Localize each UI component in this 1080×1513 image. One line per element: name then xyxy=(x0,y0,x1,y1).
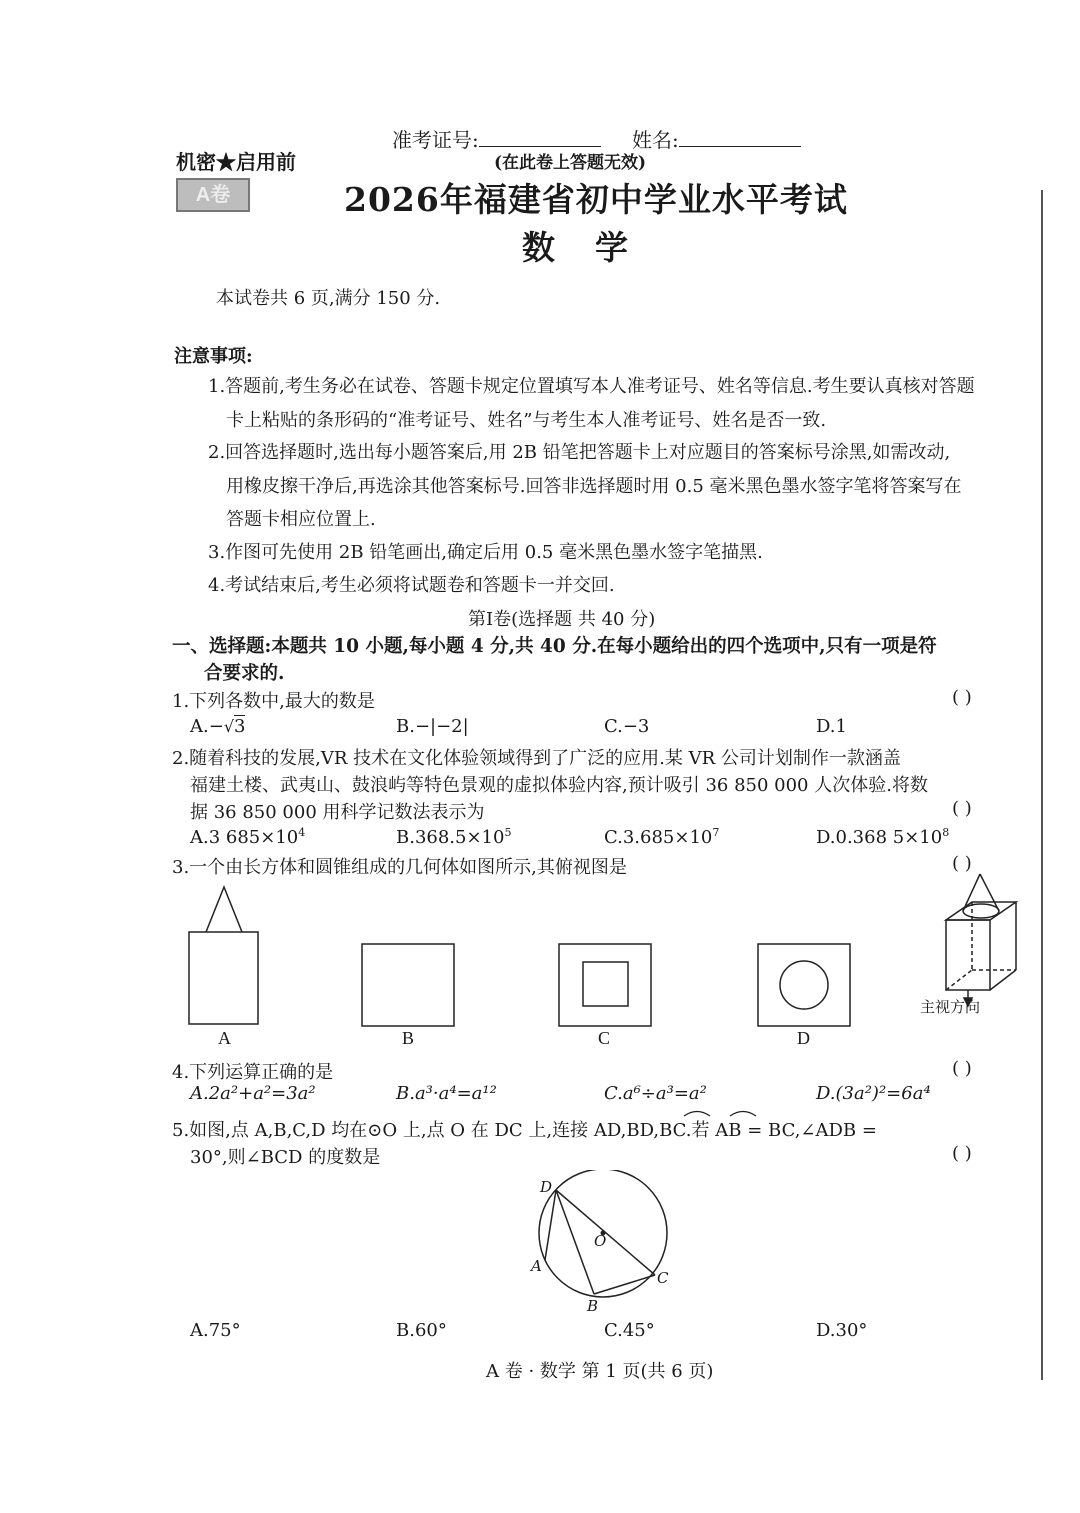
q3-option-c-figure xyxy=(559,944,651,1026)
q2-stem-line-1: 2.随着科技的发展,VR 技术在文化体验领域得到了广泛的应用.某 VR 公司计划制作一款涵盖 xyxy=(172,748,901,769)
secret-mark: 机密★启用前 xyxy=(176,150,296,174)
q2-option-b-exponent: 5 xyxy=(504,826,512,839)
q4-stem: 4.下列运算正确的是 xyxy=(172,1062,334,1083)
q3-view-direction-label: 主视方向 xyxy=(920,998,981,1016)
q2-option-a-base: A.3 685×10 xyxy=(190,827,299,848)
q2-option-d-base: D.0.368 5×10 xyxy=(816,827,943,848)
q3-option-b-figure xyxy=(362,944,454,1026)
q2-option-b xyxy=(396,826,511,848)
q3-solid-figure xyxy=(946,874,1016,1006)
q4-option-a: A.2a²+a²=3a² xyxy=(190,1083,316,1104)
q3-answer-paren: ( ) xyxy=(952,853,972,874)
q2-option-d-exponent: 8 xyxy=(942,826,950,839)
name-label: 姓名: xyxy=(632,128,679,152)
q5-stem-line-1: 5.如图,点 A,B,C,D 均在⊙O 上,点 O 在 DC 上,连接 AD,BD,BC.若 AB = BC,∠ADB = xyxy=(172,1120,877,1141)
q2-option-a-exponent: 4 xyxy=(298,826,306,839)
point-a-label: A xyxy=(531,1257,542,1275)
q3-stem: 3.一个由长方体和圆锥组成的几何体如图所示,其俯视图是 xyxy=(172,857,627,878)
page-footer: A 卷 · 数学 第 1 页(共 6 页) xyxy=(486,1361,714,1382)
q2-option-c-exponent: 7 xyxy=(712,826,720,839)
q1-option-a-prefix: A.− xyxy=(190,716,224,737)
name-blank xyxy=(679,128,801,147)
notice-item-2-line-2: 用橡皮擦干净后,再选涂其他答案标号.回答非选择题时用 0.5 毫米黑色墨水签字笔将答案写在 xyxy=(226,476,962,497)
segment-da xyxy=(545,1190,556,1260)
q2-answer-paren: ( ) xyxy=(952,798,972,819)
q5-answer-paren: ( ) xyxy=(952,1143,972,1164)
point-c-label: C xyxy=(657,1269,669,1287)
q3-figures xyxy=(0,870,1080,1050)
q1-option-a-radicand: 3 xyxy=(234,716,246,737)
q4-option-d: D.(3a²)²=6a⁴ xyxy=(816,1083,931,1104)
q5-option-a: A.75° xyxy=(190,1320,241,1341)
q2-option-c xyxy=(604,826,719,848)
section1-heading-line-1: 一、选择题:本题共 10 小题,每小题 4 分,共 40 分.在每小题给出的四个选项中,只有一项是符 xyxy=(172,636,937,657)
q2-stem-line-3: 据 36 850 000 用科学记数法表示为 xyxy=(190,802,485,823)
q1-answer-paren: ( ) xyxy=(952,687,972,708)
q2-stem-line-2: 福建土楼、武夷山、鼓浪屿等特色景观的虚拟体验内容,预计吸引 36 850 000 人次体验.将数 xyxy=(190,775,928,796)
q1-option-a xyxy=(190,716,245,737)
q3-option-d-figure xyxy=(758,944,850,1026)
exam-title: 2026年福建省初中学业水平考试 xyxy=(344,180,848,219)
arc-bc-mark xyxy=(730,1112,756,1117)
q5-option-d: D.30° xyxy=(816,1320,868,1341)
notice-heading: 注意事项: xyxy=(174,346,253,367)
paper-tag-badge: A卷 xyxy=(176,178,250,212)
q2-option-d xyxy=(816,826,949,848)
ticket-number-label: 准考证号: xyxy=(392,128,479,152)
point-d-label: D xyxy=(540,1178,553,1196)
q5-stem-line-2: 30°,则∠BCD 的度数是 xyxy=(190,1147,381,1168)
section1-heading-line-2: 合要求的. xyxy=(204,663,285,684)
ticket-number-blank xyxy=(479,128,601,147)
q5-option-c: C.45° xyxy=(604,1320,655,1341)
q4-option-b: B.a³·a⁴=a¹² xyxy=(396,1083,497,1104)
point-o-label: O xyxy=(594,1232,607,1250)
part1-title: 第Ⅰ卷(选择题 共 40 分) xyxy=(468,609,656,630)
arc-ab-mark xyxy=(684,1112,710,1117)
sqrt-symbol: √ xyxy=(223,717,235,736)
intro-text: 本试卷共 6 页,满分 150 分. xyxy=(216,288,441,309)
q4-option-c: C.a⁶÷a³=a² xyxy=(604,1083,707,1104)
q3-label-a: A xyxy=(218,1028,231,1048)
q1-stem: 1.下列各数中,最大的数是 xyxy=(172,691,375,712)
notice-item-2-line-1: 2.回答选择题时,选出每小题答案后,用 2B 铅笔把答题卡上对应题目的答案标号涂黑,如需改动, xyxy=(208,442,951,463)
notice-item-3: 3.作图可先使用 2B 铅笔画出,确定后用 0.5 毫米黑色墨水签字笔描黑. xyxy=(208,542,763,563)
q3-label-d: D xyxy=(797,1028,810,1048)
point-b-label: B xyxy=(587,1297,599,1315)
q4-answer-paren: ( ) xyxy=(952,1058,972,1079)
subject-title: 数学 xyxy=(522,228,668,267)
q2-option-b-base: B.368.5×10 xyxy=(396,827,505,848)
q3-label-b: B xyxy=(402,1028,415,1048)
segment-bc xyxy=(594,1275,655,1294)
q3-label-c: C xyxy=(598,1028,611,1048)
q1-option-b: B.−|−2| xyxy=(396,716,469,737)
invalid-note: (在此卷上答题无效) xyxy=(494,153,647,173)
name-line xyxy=(632,124,801,153)
notice-item-1-line-1: 1.答题前,考生务必在试卷、答题卡规定位置填写本人准考证号、姓名等信息.考生要认真核对答题 xyxy=(208,376,975,397)
notice-item-1-line-2: 卡上粘贴的条形码的“准考证号、姓名”与考生本人准考证号、姓名是否一致. xyxy=(226,410,827,431)
q1-option-c: C.−3 xyxy=(604,716,650,737)
q5-arc-marks xyxy=(0,1100,1080,1130)
q2-option-c-base: C.3.685×10 xyxy=(604,827,713,848)
q5-option-b: B.60° xyxy=(396,1320,447,1341)
q3-option-a-figure xyxy=(189,887,258,1024)
q2-option-a xyxy=(190,826,305,848)
notice-item-4: 4.考试结束后,考生必须将试题卷和答题卡一并交回. xyxy=(208,575,615,596)
q1-option-d: D.1 xyxy=(816,716,847,737)
notice-item-2-line-3: 答题卡相应位置上. xyxy=(226,509,376,530)
